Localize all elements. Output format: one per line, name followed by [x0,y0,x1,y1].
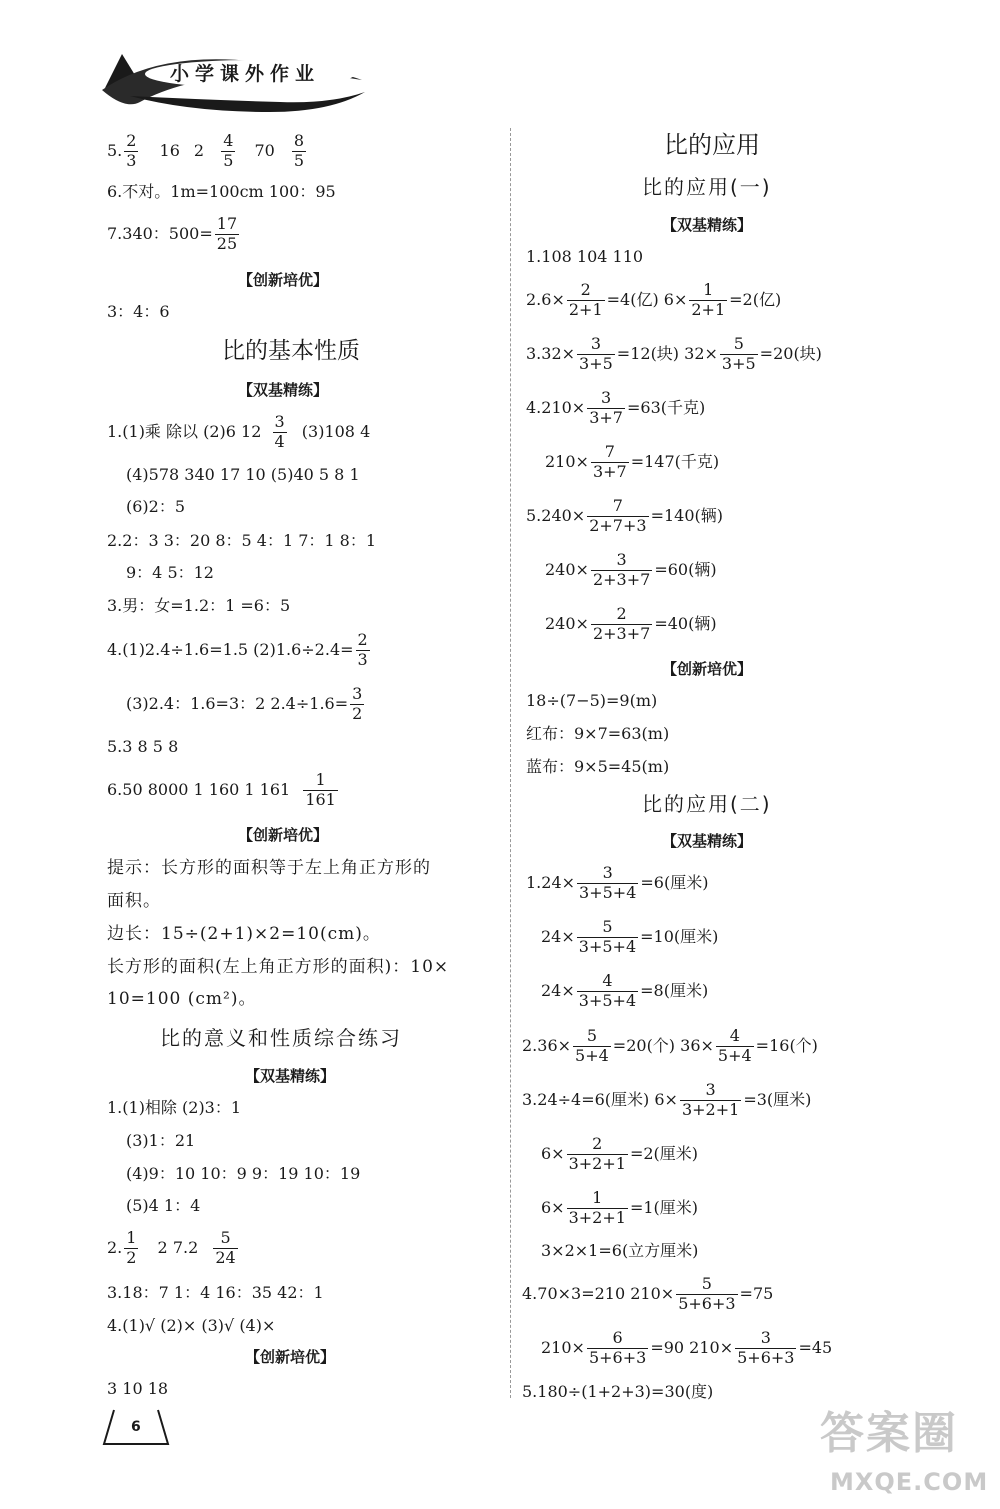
fraction: $\frac{5}{5+4}$ [575,1026,609,1065]
fraction: $\frac{2}{2+3+7}$ [592,604,651,643]
right-r1: 1.108 104 110 [526,247,644,266]
right-r5b: 240× $\frac{3}{2+3+7}$ =60(辆) [545,550,717,589]
fraction: $\frac{7}{2+7+3}$ [589,496,647,535]
left-c1-l3: (4)9：10 10：9 9：19 10：19 [126,1164,361,1183]
left-b6: 6.50 8000 1 160 1 161 $\frac{1}{161}$ [107,770,336,809]
fraction: $\frac{1}{161}$ [305,770,336,809]
hint-line: 10=100 (cm²)。 [107,989,257,1009]
section-title: 比的意义和性质综合练习 [160,1026,402,1050]
fraction: $\frac{6}{5+6+3}$ [588,1328,647,1367]
right-s4a: 4.70×3=210 210× $\frac{5}{5+6+3}$ =75 [522,1274,774,1313]
fraction: $\frac{3}{5+6+3}$ [737,1328,795,1367]
fraction: $\frac{2}{2+1}$ [568,280,603,319]
hint-line: 长方形的面积(左上角正方形的面积)：10× [107,957,450,977]
fraction: $\frac{3}{3+5}$ [579,334,613,373]
fraction: $\frac{2}{3}$ [126,131,137,170]
right-r3: 3.32× $\frac{3}{3+5}$ =12(块) 32× $\frac{5}{3+5}$ =20(块) [526,334,822,373]
fraction: $\frac{3}{3+7}$ [589,388,623,427]
right-r5c: 240× $\frac{2}{2+3+7}$ =40(辆) [545,604,717,643]
main-section-title: 比的应用 [664,131,760,159]
tag-basic-practice: 【双基精练】 [245,1067,336,1085]
left-q5: 5. $\frac{2}{3}$ 16 2 $\frac{4}{5}$ 70 $\frac{8}{5}$ [107,131,305,170]
fraction: $\frac{4}{3+5+4}$ [578,971,637,1010]
section-title: 比的基本性质 [222,338,360,364]
page-number-box [100,1408,172,1446]
right-r5a: 5.240× $\frac{7}{2+7+3}$ =140(辆) [526,496,724,535]
fraction: $\frac{7}{3+7}$ [592,442,627,481]
sub-section-title: 比的应用(一) [642,175,772,199]
left-q7: 7.340：500= $\frac{17}{25}$ [107,214,238,253]
tag-basic-practice: 【双基精练】 [238,381,329,399]
fraction: $\frac{1}{3+2+1}$ [568,1188,626,1227]
left-b4-l1: 4.(1)2.4÷1.6=1.5 (2)1.6÷2.4= $\frac{2}{3}$ [107,630,368,669]
innovation-answer: 3 10 18 [107,1379,169,1398]
fraction: $\frac{8}{5}$ [293,131,305,170]
right-s3a: 3.24÷4=6(厘米) 6× $\frac{3}{3+2+1}$ =3(厘米) [522,1080,812,1119]
fraction: $\frac{3}{4}$ [274,412,285,451]
fraction: $\frac{1}{2}$ [126,1228,137,1267]
watermark-line2: MXQE.COM [830,1468,989,1496]
right-s1b: 24× $\frac{5}{3+5+4}$ =10(厘米) [541,917,719,956]
right-cx-l1: 18÷(7−5)=9(m) [526,691,658,710]
right-s3b: 6× $\frac{2}{3+2+1}$ =2(厘米) [541,1134,699,1173]
hint-line: 提示：长方形的面积等于左上角正方形的 [107,858,431,878]
right-r4a: 4.210× $\frac{3}{3+7}$ =63(千克) [526,388,706,427]
left-b4-l2: (3)2.4：1.6=3：2 2.4÷1.6= $\frac{3}{2}$ [126,684,363,723]
left-b1-l3: (6)2：5 [126,497,186,516]
fraction: $\frac{2}{3}$ [357,630,368,669]
hint-line: 边长：15÷(2+1)×2=10(cm)。 [107,924,381,944]
fraction: $\frac{1}{2+1}$ [691,280,726,319]
fraction: $\frac{5}{3+5}$ [721,334,756,373]
left-c1-l4: (5)4 1：4 [126,1196,201,1215]
left-b2-l1: 2.2：3 3：20 8：5 4：1 7：1 8：1 [107,531,377,550]
right-r2: 2.6× $\frac{2}{2+1}$ =4(亿) 6× $\frac{1}{2+1}$ =2(亿) [526,280,782,319]
right-s3d: 3×2×1=6(立方厘米) [541,1241,699,1260]
right-s1c: 24× $\frac{4}{3+5+4}$ =8(厘米) [541,971,709,1010]
fraction: $\frac{5}{5+6+3}$ [678,1274,736,1313]
tag-innovation: 【创新培优】 [245,1348,336,1366]
tag-basic-practice: 【双基精练】 [662,832,753,850]
right-s4b: 210× $\frac{6}{5+6+3}$ =90 210× $\frac{3}{5+6+3}$ =45 [541,1328,833,1367]
innovation-answer: 3：4：6 [107,302,170,321]
left-b5: 5.3 8 5 8 [107,737,179,756]
fraction: $\frac{17}{25}$ [216,214,238,253]
hint-line: 面积。 [107,891,161,911]
left-b1-l1: 1.(1)乘 除以 (2)6 12 $\frac{3}{4}$ (3)108 4 [107,412,371,451]
right-cx-l3: 蓝布：9×5=45(m) [526,757,670,776]
watermark-line1: 答案圈 [820,1408,958,1459]
fraction: $\frac{3}{3+2+1}$ [681,1080,740,1119]
left-c3: 3.18：7 1：4 16：35 42：1 [107,1283,324,1302]
left-b3: 3.男：女=1.2：1 =6：5 [107,596,291,615]
fraction: $\frac{4}{5}$ [223,131,234,170]
tag-basic-practice: 【双基精练】 [662,216,753,234]
fraction: $\frac{2}{3+2+1}$ [568,1134,626,1173]
right-s5: 5.180÷(1+2+3)=30(度) [522,1382,714,1401]
right-cx-l2: 红布：9×7=63(m) [526,724,670,743]
fraction: $\frac{3}{2}$ [352,684,363,723]
header-banner [100,40,370,115]
left-c1-l1: 1.(1)相除 (2)3：1 [107,1098,242,1117]
sub-section-title: 比的应用(二) [642,792,772,816]
left-b1-l2: (4)578 340 17 10 (5)40 5 8 1 [126,465,360,484]
column-divider [510,128,511,1398]
watermark [800,1410,990,1502]
page-number: 6 [131,1419,141,1435]
left-c4: 4.(1)√ (2)× (3)√ (4)× [107,1316,276,1335]
left-q6: 6.不对。1m=100cm 100：95 [107,182,336,201]
header-title: 小学课外作业 [170,63,321,85]
left-c2: 2. $\frac{1}{2}$ 2 7.2 $\frac{5}{24}$ [107,1228,236,1267]
right-s1a: 1.24× $\frac{3}{3+5+4}$ =6(厘米) [526,863,709,902]
right-r4b: 210× $\frac{7}{3+7}$ =147(千克) [545,442,720,481]
fraction: $\frac{3}{2+3+7}$ [592,550,651,589]
tag-innovation: 【创新培优】 [662,660,753,678]
fraction: $\frac{5}{24}$ [215,1228,236,1267]
fraction: $\frac{4}{5+4}$ [717,1026,752,1065]
fraction: $\frac{3}{3+5+4}$ [579,863,637,902]
tag-innovation: 【创新培优】 [238,271,329,289]
right-s2: 2.36× $\frac{5}{5+4}$ =20(个) 36× $\frac{4}{5+4}$ =16(个) [522,1026,818,1065]
fraction: $\frac{5}{3+5+4}$ [578,917,637,956]
tag-innovation: 【创新培优】 [238,826,329,844]
right-s3c: 6× $\frac{1}{3+2+1}$ =1(厘米) [541,1188,699,1227]
left-c1-l2: (3)1：21 [126,1131,196,1150]
left-b2-l2: 9：4 5：12 [126,563,214,582]
